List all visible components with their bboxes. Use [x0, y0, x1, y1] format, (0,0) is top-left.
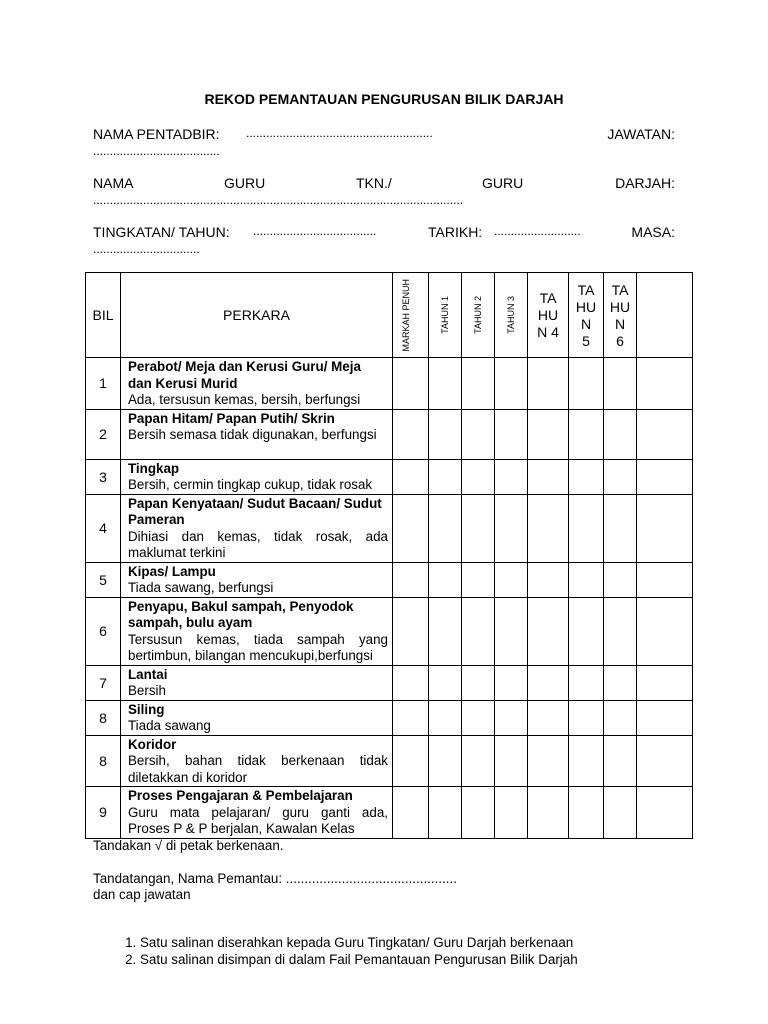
- table-row: [86, 787, 693, 839]
- nama-guru-field[interactable]: ...............................................................................................................: [93, 193, 464, 207]
- tahun2-check-cell[interactable]: [462, 735, 495, 787]
- table-row: [86, 494, 693, 562]
- tahun3-check-cell[interactable]: [495, 459, 528, 494]
- tahun4-check-cell[interactable]: [528, 700, 569, 735]
- tahun3-check-cell[interactable]: [495, 409, 528, 459]
- markah-check-cell[interactable]: [393, 787, 429, 839]
- markah-check-cell[interactable]: [393, 735, 429, 787]
- tingkatan-field[interactable]: .....................................: [253, 224, 377, 238]
- tahun5-check-cell[interactable]: [569, 735, 604, 787]
- perkara-title: Papan Hitam/ Papan Putih/ Skrin: [128, 410, 335, 426]
- extra-check-cell[interactable]: [637, 459, 693, 494]
- tahun2-check-cell[interactable]: [462, 562, 495, 597]
- extra-check-cell[interactable]: [637, 700, 693, 735]
- bil-header: BIL: [86, 273, 121, 358]
- tahun5-check-cell[interactable]: [569, 358, 604, 410]
- tahun2-check-cell[interactable]: [462, 409, 495, 459]
- markah-check-cell[interactable]: [393, 700, 429, 735]
- tahun3-header: [495, 273, 528, 358]
- extra-header: [637, 273, 693, 358]
- jawatan-label: JAWATAN:: [607, 126, 675, 142]
- extra-check-cell[interactable]: [637, 562, 693, 597]
- bil-cell: 2: [86, 409, 121, 459]
- tahun2-check-cell[interactable]: [462, 494, 495, 562]
- table-header: [86, 273, 693, 358]
- tahun3-check-cell[interactable]: [495, 597, 528, 665]
- perkara-desc: Bersih: [128, 683, 166, 698]
- perkara-title: Koridor: [128, 736, 177, 752]
- tahun3-check-cell[interactable]: [495, 494, 528, 562]
- perkara-title: Proses Pengajaran & Pembelajaran: [128, 788, 353, 803]
- bil-cell: 8: [86, 735, 121, 787]
- note-item: 1. Satu salinan diserahkan kepada Guru Tingkatan/ Guru Darjah berkenaan: [140, 934, 578, 951]
- masa-label: MASA:: [631, 224, 675, 240]
- checklist-table: [85, 272, 693, 839]
- perkara-header: PERKARA: [121, 273, 393, 358]
- perkara-desc: Tersusun kemas, tiada sampah yang bertimbun, bilangan mencukupi,berfungsi: [128, 631, 388, 663]
- extra-check-cell[interactable]: [637, 358, 693, 410]
- tahun5-check-cell[interactable]: [569, 787, 604, 839]
- tahun4-check-cell[interactable]: [528, 735, 569, 787]
- perkara-title: Kipas/ Lampu: [128, 563, 216, 579]
- tahun4-part: HU: [537, 307, 559, 323]
- tahun6-check-cell[interactable]: [604, 409, 637, 459]
- cap-jawatan-label: dan cap jawatan: [93, 887, 191, 902]
- perkara-cell: [121, 358, 393, 410]
- tahun6-check-cell[interactable]: [604, 562, 637, 597]
- nama-pentadbir-field[interactable]: ........................................................: [246, 126, 433, 140]
- perkara-cell: [121, 494, 393, 562]
- tahun2-header: [462, 273, 495, 358]
- perkara-cell: [121, 735, 393, 787]
- perkara-title: Perabot/ Meja dan Kerusi Guru/ Meja dan Kerusi Murid: [128, 359, 361, 391]
- nama-pentadbir-line: [93, 126, 675, 144]
- perkara-desc: Guru mata pelajaran/ guru ganti ada, Proses P & P berjalan, Kawalan Kelas: [128, 804, 388, 836]
- markah-check-cell[interactable]: [393, 459, 429, 494]
- perkara-desc: Ada, tersusun kemas, bersih, berfungsi: [128, 392, 361, 407]
- tahun6-check-cell[interactable]: [604, 597, 637, 665]
- tahun2-check-cell[interactable]: [462, 459, 495, 494]
- tahun2-check-cell[interactable]: [462, 665, 495, 700]
- perkara-cell: [121, 562, 393, 597]
- tahun5-part: HU: [575, 299, 597, 315]
- tahun6-part: HU: [609, 299, 631, 315]
- nama-label: NAMA: [93, 175, 134, 191]
- tahun5-check-cell[interactable]: [569, 665, 604, 700]
- tarikh-field[interactable]: ..........................: [494, 224, 581, 238]
- guru-label: GURU: [224, 175, 266, 191]
- tahun6-check-cell[interactable]: [604, 494, 637, 562]
- nama-guru-line: [93, 175, 675, 193]
- tahun6-header: [604, 273, 637, 358]
- tahun6-check-cell[interactable]: [604, 665, 637, 700]
- bil-cell: 6: [86, 597, 121, 665]
- tahun5-check-cell[interactable]: [569, 409, 604, 459]
- tahun3-check-cell[interactable]: [495, 562, 528, 597]
- tahun5-part: N: [580, 316, 592, 332]
- perkara-desc: Tiada sawang: [128, 718, 211, 733]
- perkara-cell: [121, 597, 393, 665]
- tahun4-check-cell[interactable]: [528, 494, 569, 562]
- tahun1-check-cell[interactable]: [429, 700, 462, 735]
- tarikh-label: TARIKH:: [428, 224, 483, 240]
- perkara-cell: [121, 787, 393, 839]
- tingkatan-line: [93, 224, 675, 242]
- perkara-desc: Bersih semasa tidak digunakan, berfungsi: [128, 427, 377, 442]
- perkara-desc: Bersih, cermin tingkap cukup, tidak rosak: [128, 477, 373, 492]
- table-row: [86, 597, 693, 665]
- tahun5-check-cell[interactable]: [569, 562, 604, 597]
- tahun4-check-cell[interactable]: [528, 665, 569, 700]
- tahun4-check-cell[interactable]: [528, 787, 569, 839]
- tahun5-check-cell[interactable]: [569, 597, 604, 665]
- tahun5-part: 5: [582, 333, 590, 349]
- tahun3-check-cell[interactable]: [495, 735, 528, 787]
- tahun2-check-cell[interactable]: [462, 597, 495, 665]
- notes-list: [118, 934, 578, 968]
- tahun5-check-cell[interactable]: [569, 700, 604, 735]
- tahun2-check-cell[interactable]: [462, 700, 495, 735]
- markah-check-cell[interactable]: [393, 597, 429, 665]
- bil-cell: 8: [86, 700, 121, 735]
- tahun4-check-cell[interactable]: [528, 358, 569, 410]
- extra-check-cell[interactable]: [637, 787, 693, 839]
- tahun2-check-cell[interactable]: [462, 358, 495, 410]
- markah-check-cell[interactable]: [393, 494, 429, 562]
- table-row: [86, 459, 693, 494]
- markah-check-cell[interactable]: [393, 358, 429, 410]
- tahun4-header: [528, 273, 569, 358]
- bil-cell: 9: [86, 787, 121, 839]
- perkara-title: Penyapu, Bakul sampah, Penyodok sampah, bulu ayam: [128, 598, 354, 630]
- tahun6-part: N: [614, 316, 626, 332]
- tkn-label: TKN./: [356, 175, 392, 191]
- tahun6-part: 6: [616, 333, 624, 349]
- tahun1-check-cell[interactable]: [429, 665, 462, 700]
- tahun3-check-cell[interactable]: [495, 665, 528, 700]
- tahun5-header: [569, 273, 604, 358]
- tahun1-check-cell[interactable]: [429, 597, 462, 665]
- perkara-cell: [121, 665, 393, 700]
- tahun3-header-text: TAHUN 3: [506, 296, 516, 334]
- tahun5-check-cell[interactable]: [569, 494, 604, 562]
- tingkatan-label: TINGKATAN/ TAHUN:: [93, 224, 230, 240]
- perkara-cell: [121, 409, 393, 459]
- guru-label-2: GURU: [482, 175, 524, 191]
- perkara-title: Tingkap: [128, 460, 180, 476]
- bil-cell: 5: [86, 562, 121, 597]
- extra-check-cell[interactable]: [637, 665, 693, 700]
- tahun1-check-cell[interactable]: [429, 494, 462, 562]
- perkara-title: Papan Kenyataan/ Sudut Bacaan/ Sudut Pameran: [128, 495, 382, 527]
- tahun6-check-cell[interactable]: [604, 700, 637, 735]
- table-row: [86, 735, 693, 787]
- tahun4-check-cell[interactable]: [528, 459, 569, 494]
- markah-header-text: MARKAH PENUH: [400, 278, 411, 352]
- tahun6-check-cell[interactable]: [604, 358, 637, 410]
- tahun6-check-cell[interactable]: [604, 459, 637, 494]
- markah-check-cell[interactable]: [393, 409, 429, 459]
- perkara-desc: Tiada sawang, berfungsi: [128, 580, 274, 595]
- tandatangan-line[interactable]: Tandatangan, Nama Pemantau: ..............................................: [93, 871, 457, 886]
- extra-check-cell[interactable]: [637, 597, 693, 665]
- table-row: [86, 358, 693, 410]
- tahun1-header-text: TAHUN 1: [440, 296, 450, 334]
- tahun3-check-cell[interactable]: [495, 787, 528, 839]
- tahun4-check-cell[interactable]: [528, 409, 569, 459]
- tahun3-check-cell[interactable]: [495, 358, 528, 410]
- perkara-cell: [121, 700, 393, 735]
- tahun1-check-cell[interactable]: [429, 562, 462, 597]
- extra-check-cell[interactable]: [637, 494, 693, 562]
- jawatan-field[interactable]: ......................................: [93, 144, 220, 158]
- tahun5-check-cell[interactable]: [569, 459, 604, 494]
- bil-cell: 1: [86, 358, 121, 410]
- perkara-cell: [121, 459, 393, 494]
- tahun3-check-cell[interactable]: [495, 700, 528, 735]
- tahun6-check-cell[interactable]: [604, 735, 637, 787]
- bil-cell: 3: [86, 459, 121, 494]
- table-row: [86, 665, 693, 700]
- tahun1-check-cell[interactable]: [429, 787, 462, 839]
- markah-check-cell[interactable]: [393, 562, 429, 597]
- tahun6-check-cell[interactable]: [604, 787, 637, 839]
- perkara-title: Siling: [128, 701, 165, 717]
- tahun1-header: [429, 273, 462, 358]
- tahun2-header-text: TAHUN 2: [473, 296, 483, 334]
- table-row: [86, 562, 693, 597]
- tahun6-part: TA: [611, 282, 629, 298]
- tahun1-check-cell[interactable]: [429, 459, 462, 494]
- tahun2-check-cell[interactable]: [462, 787, 495, 839]
- markah-header: [393, 273, 429, 358]
- extra-check-cell[interactable]: [637, 735, 693, 787]
- tahun4-part: N 4: [537, 324, 559, 340]
- bil-cell: 7: [86, 665, 121, 700]
- tahun4-check-cell[interactable]: [528, 562, 569, 597]
- tahun1-check-cell[interactable]: [429, 409, 462, 459]
- bil-cell: 4: [86, 494, 121, 562]
- form-title: REKOD PEMANTAUAN PENGURUSAN BILIK DARJAH: [204, 91, 564, 107]
- perkara-desc: Bersih, bahan tidak berkenaan tidak diletakkan di koridor: [128, 753, 388, 785]
- perkara-desc: Dihiasi dan kemas, tidak rosak, ada maklumat terkini: [128, 528, 388, 560]
- tahun4-check-cell[interactable]: [528, 597, 569, 665]
- markah-check-cell[interactable]: [393, 665, 429, 700]
- darjah-label: DARJAH:: [615, 175, 675, 191]
- tahun1-check-cell[interactable]: [429, 735, 462, 787]
- perkara-title: Lantai: [128, 666, 168, 682]
- table-row: [86, 409, 693, 459]
- note-item: 2. Satu salinan disimpan di dalam Fail Pemantauan Pengurusan Bilik Darjah: [140, 951, 578, 968]
- extra-check-cell[interactable]: [637, 409, 693, 459]
- masa-field[interactable]: ................................: [93, 242, 200, 256]
- tahun5-part: TA: [577, 282, 595, 298]
- nama-pentadbir-label: NAMA PENTADBIR:: [93, 126, 220, 142]
- tandakan-instruction: Tandakan √ di petak berkenaan.: [93, 838, 284, 853]
- table-row: [86, 700, 693, 735]
- tahun4-part: TA: [539, 290, 557, 306]
- tahun1-check-cell[interactable]: [429, 358, 462, 410]
